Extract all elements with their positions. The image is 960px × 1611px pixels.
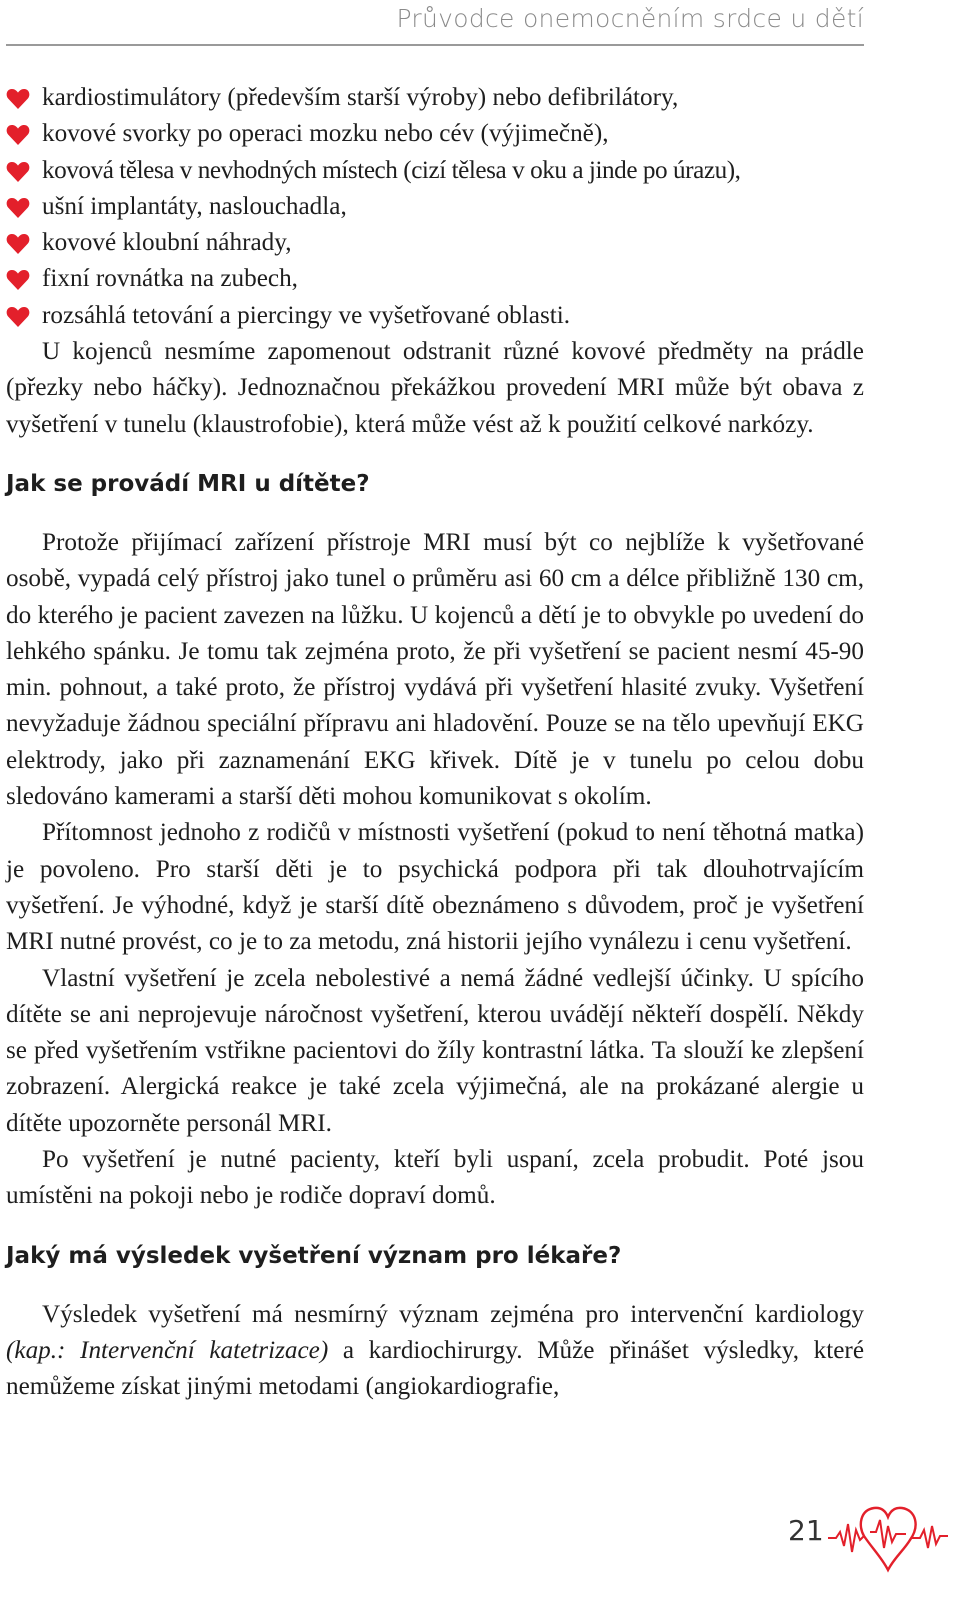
body-paragraph	[6, 1297, 864, 1406]
list-item	[6, 261, 864, 297]
body-paragraph: Vlastní vyšetření je zcela nebolestivé a nemá žádné vedlejší účinky. U spícího dítěte se ani neprojevuje náročnost vyšetření, kterou uvádějí někteří dospělí. Někdy se před vyšetřením vstřikne pacientovi do žíly kontrastní látka. Ta slouží ke zlepšení zobrazení. Alergická reakce je také zcela výjimečná, ale na prokázané alergie u dítěte upozorněte personál MRI.	[6, 964, 864, 1137]
body-paragraph: Po vyšetření je nutné pacienty, kteří byli uspaní, zcela probudit. Poté jsou umístěni na pokoji nebo je rodiče dopraví domů.	[6, 1146, 864, 1210]
section-heading: Jaký má výsledek vyšetření význam pro lékaře?	[6, 1242, 622, 1269]
list-item-text: fixní rovnátka na zubech,	[42, 265, 298, 293]
page-content	[6, 80, 864, 1406]
list-item	[6, 80, 864, 116]
contraindication-list	[6, 80, 864, 334]
heart-pulse-icon	[828, 1496, 948, 1586]
list-item-text: rozsáhlá tetování a piercingy ve vyšetřované oblasti.	[42, 301, 571, 329]
heart-icon	[6, 269, 30, 291]
page-number: 21	[788, 1514, 824, 1547]
list-item	[6, 116, 864, 152]
page-footer	[760, 1496, 960, 1586]
list-item-text: ušní implantáty, naslouchadla,	[42, 192, 347, 220]
list-item	[6, 189, 864, 225]
body-paragraph: Protože přijímací zařízení přístroje MRI musí být co nejblíže k vyšetřované osobě, vypadá celý přístroj jako tunel o průměru asi 60 cm a délce přibližně 130 cm, do kterého je pacient zavezen na lůžku. U kojenců a dětí je to obvykle po uvedení do lehkého spánku. Je tomu tak zejména proto, že při vyšetření se pacient nesmí 45-90 min. pohnout, a také proto, že přístroj vydává při vyšetření hlasité zvuky. Vyšetření nevyžaduje žádnou speciální přípravu ani hladovění. Pouze se na tělo upevňují EKG elektrody, jako při zaznamenání EKG křivek. Dítě je v tunelu po celou dobu sledováno kamerami a starší děti mohou komunikovat s okolím.	[6, 528, 864, 811]
list-item	[6, 298, 864, 334]
list-item-text: kovové kloubní náhrady,	[42, 229, 292, 257]
paragraph-text: a kardiochirurgy. Může přinášet výsledky, které nemůžeme získat jinými metodami (angiokardiografie,	[6, 1336, 865, 1401]
list-item	[6, 225, 864, 261]
section-heading: Jak se provádí MRI u dítěte?	[6, 470, 370, 497]
header-divider	[6, 44, 864, 46]
list-item-text: kardiostimulátory (především starší výroby) nebo defibrilátory,	[42, 84, 679, 111]
list-item-text: kovové svorky po operaci mozku nebo cév (výjimečně),	[42, 120, 609, 148]
list-item	[6, 153, 864, 189]
heart-icon	[6, 88, 30, 110]
heart-icon	[6, 197, 30, 219]
heart-icon	[6, 306, 30, 328]
paragraph-text: Výsledek vyšetření má nesmírný význam zejména pro intervenční kardiology	[42, 1300, 864, 1328]
heart-icon	[6, 233, 30, 255]
heart-icon	[6, 124, 30, 146]
chapter-reference: (kap.: Intervenční katetrizace)	[6, 1336, 329, 1364]
heart-icon	[6, 161, 30, 183]
running-header: Průvodce onemocněním srdce u dětí	[396, 4, 864, 33]
body-paragraph: Přítomnost jednoho z rodičů v místnosti vyšetření (pokud to není těhotná matka) je povoleno. Pro starší děti je to psychická podpora při tak dlouhotrvajícím vyšetření. Je výhodné, když je starší dítě obeznámeno s důvodem, proč je vyšetření MRI nutné provést, co je to za metodu, zná historii jejího vynálezu i cenu vyšetření.	[6, 819, 864, 956]
intro-paragraph: U kojenců nesmíme zapomenout odstranit různé kovové předměty na prádle (přezky nebo háčky). Jednoznačnou překážkou provedení MRI může být obava z vyšetření v tunelu (klaustrofobie), která může vést až k použití celkové narkózy.	[6, 338, 864, 438]
list-item-text: kovová tělesa v nevhodných místech (cizí tělesa v oku a jinde po úrazu),	[42, 156, 741, 184]
